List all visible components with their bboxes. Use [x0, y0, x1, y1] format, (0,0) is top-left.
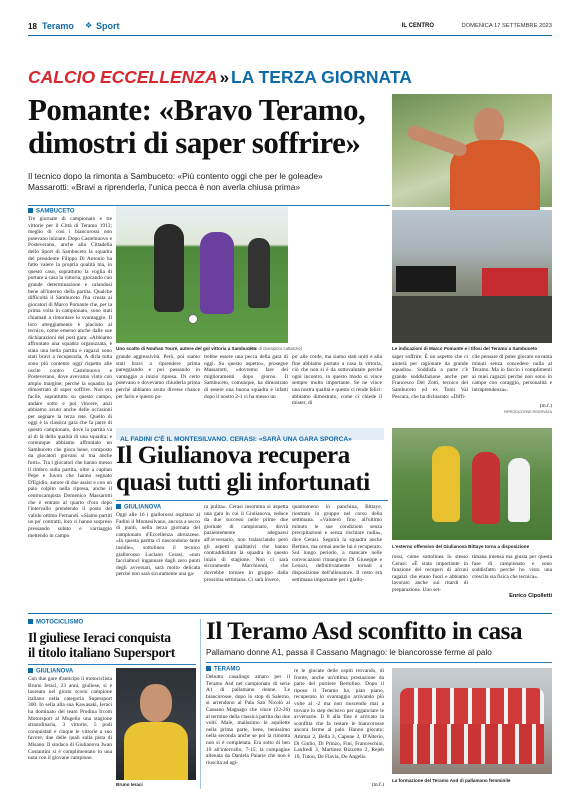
teramo-asd-subhead: Pallamano donne A1, passa il Cassano Magnago: le biancorosse ferme al palo — [206, 648, 492, 657]
main-subhead — [28, 171, 403, 193]
team-row-back — [400, 688, 544, 726]
banner-left: CALCIO ECCELLENZA — [28, 67, 218, 87]
ieraci-kicker: GIULIANOVA — [28, 668, 73, 675]
giulianova-headline — [116, 442, 388, 496]
section-name: Teramo — [42, 21, 74, 31]
giulianova-col2: ra pulita». Cerasi insomma si aspetta una gara in cui il Giulianova, reduce da due successi nelle prime due giornate di campionato, dovrà pazientemente adeguarsi all'avversario, non tralasciando però gli aspetti qualitativi che hanno contraddistinto la squadra in questo inizio di stagione. Non ci sarà sicuramente Marchionni, che dovrebbe tornare in gruppo dalla prossima settimana. Ci sarà invece, — [204, 504, 288, 583]
player-yellow-shape — [432, 446, 460, 522]
giulianova-col3: quantomeno in panchina, Bittaye, rientrato in gruppo nel corso della settimana. «Valuterò fino all'ultimo minuto le sue condizioni senza precipitazioni e senza rischiare nulla», dice Cerasi. Seguirà la squadra anche Bertino, ma ormai anche lui è recuperato. Sul lungo periodo, a mancare nelle convocazioni rimangono Di Giuseppe e Leonzi, definitivamente tornati a disposizione dell'allenatore. Il resto era settimana importante per i giallo- — [292, 504, 382, 583]
giulianova-banner — [116, 428, 384, 443]
giulianova-photo — [392, 428, 552, 540]
match-photo-caption: Uno scatto di Nouhan Touré, autore del gol vittoria a Sambuceto — [116, 346, 257, 351]
giulianova-headline-line1: Il Giulianova recupera — [116, 442, 350, 469]
ieraci-headline-line2: il titolo italiano Supersport — [28, 645, 175, 660]
banner-right: LA TERZA GIORNATA — [231, 67, 412, 87]
match-photo — [116, 206, 288, 343]
giulianova-signature: Enrico Cipolletti — [509, 593, 552, 599]
main-headline — [28, 93, 388, 159]
column-divider — [200, 619, 201, 789]
ieraci-photo — [116, 668, 196, 780]
giulianova-photo-caption: L'esterno offensivo del Giulianova Bittaye torna a disposizione — [392, 544, 530, 549]
main-article-col1: Tre giornate di campionato e tre vittorie per il Città di Teramo 1913; meglio di così i biancorossi non potevano iniziare. Dopo Castelnuovo e Posteverano, anche alla Cittadella dello Sport di Sambuceto la squadra del presidente Filippo Di Antonio ha fatto valere la propria qualità ma, in questo caso, soprattutto la voglia di portare a casa la vittoria; giocando con grande determinazione e calandosi bene all'interno della partita. Qualche difficoltà il Sambuceto l'ha creata ai giocatori di Marco Pomante che, per la prima volta in campionato, sono stati chiamati a rimontare lo svantaggio. Il loro atteggiamento è piaciuto al tecnico, come emerso anche dalle sue dichiarazioni del post gara: «Abbiamo affrontato una squadra organizzata, è stata una bella partita e ragazzi sono stati bravi a recuperarla. A dirla tutta sono più contento oggi rispetto alle uscite contro Castelnuovo e Posteverano, dove avevamo vinto con ampio margine; perché la squadra ha dimostrato di saper soffrire. Non era facile, soprattutto su questo campo, andare sotto e poi vincere, anzi abbiamo avuto anche delle occasioni per segnare la terza rete. Quello di oggi è la classica gara che fa parte di questo campionato, dove la partita va al di là della qualità di una squadra; e comunque abbiamo affrontato un Sambuceto che gioca bene, composto da giocatori giovani si ma anche forti». Tra i giocatori che hanno messo il timbro sulla partita, oltre a capitan Pepe e Iuvon che hanno segnato D'Egidio, autore di due assist e con un palo colpito nella ripresa, anche il centrocampista Domenico Massarotti che è entrato al quarto d'ora dopo l'intervallo prendendo il posto del valido ottimo Fernandi. «Siamo partiti un po' contratti, loro ci hanno sorpreso pressando subito e varriaggio mettendo in campo — [28, 216, 112, 539]
ball-shape — [188, 314, 198, 324]
ieraci-headline-line1: Il giuliese Ieraci conquista — [28, 630, 171, 645]
player-dark-shape — [154, 224, 184, 312]
page-date: DOMENICA 17 SETTEMBRE 2023 — [461, 23, 552, 29]
giulianova-col4: rossi, come sottolinea lo stesso Cerasi: «È stata importante in funzione dei recuperi di alcuni ragazzi che erano fuori e abbiamo lavorato anche sui ritardi di preparazione. Uno set- — [392, 554, 468, 593]
teramo-asd-col2: re le giocate delle ospiti trovando, di fronte, anche un'ottima prestazione da parte del portiere Bertolino. Dopo il riposo il Teramo ha, pian piano, recuperato lo svantaggio arrivando più volte al -2 ma non riuscendo mai a trovare lo step decisivo per agganciare le avversarie. Il 8 alla fine è arrivato la sconfitta che fa restare le biancorosse ancora ferme al palo. Hanno giocato: Ammar 2, Bella 3, Capone 2, D'Alterio, Di Giulio, Di Prinzo, Fini, Franceschini, Lanfredi 3, Martinez Bizzotto 2, Rejeb 10, Tutou, De Flavia, De Angelis. — [294, 668, 384, 760]
teramo-asd-col1: Debutto casalingo amaro per il Teramo Asd nel campionato di serie A1 di pallamano donne. Le biancorosse, dopo lo stop di Salerno, si arrendono al Pala San Nicolò al Cassano Magnago che vince (22-26) al termine della classica partita dai due volti. Male, malissimo le aquilette nella prima parte, bene, benissimo nella seconda anche se poi la rimonta non si è completata. Era sotto di ben 10 all'intervallo, 7-15, la compagine allenata da Daniela Paiarie che non è riuscita ad agi- — [206, 674, 290, 766]
fans-banner-right — [482, 268, 548, 296]
main-article-signature: (m.f.) — [539, 403, 552, 409]
page-number: 18 — [28, 22, 37, 31]
main-article-col4: po' alle corde, ma siamo stati uniti e alla fine abbiamo portato a casa la vittoria, ciò che non si è da sottovalutare perché ogni incontro, in questo modo si vince sempre molto importante. Se ne vince una nostra qualità e questo ci rende felici: abbiamo dimostrato, come ci chiede il mister, di — [292, 354, 382, 407]
player-red-shape — [472, 452, 500, 524]
newspaper-name: IL CENTRO — [401, 23, 434, 29]
giulianova-kicker: GIULIANOVA — [116, 504, 161, 511]
player-purple-shape — [200, 232, 234, 314]
section-banner — [28, 67, 552, 89]
teramo-asd-signature: (m.f.) — [371, 782, 384, 788]
main-article-col5: saper soffrire. È un aspetto che ci aiuterà per ragionare da grande squadra». Soddisfa a parte c'è grande soddisfazione anche per Francesco Del Zotti, tecnico del Sambuceto ed ex Tomi Val Pescara, che ha dichiarato: «Diffi- — [392, 354, 468, 400]
subsection-name: Sport — [96, 21, 120, 31]
handball-photo-caption: La formazione del Teramo Asd di pallamano femminile — [392, 778, 511, 783]
team-row-front — [400, 724, 544, 764]
coach-photo-caption: Le indicazioni di Marco Pomante e i tifosi del Teramo a Sambuceto — [392, 346, 538, 351]
ieraci-head-shape — [140, 684, 172, 722]
handball-team-photo — [392, 668, 552, 774]
fans-banner-left — [396, 266, 456, 292]
teramo-asd-kicker: TERAMO — [206, 666, 240, 673]
teramo-asd-rule — [206, 662, 552, 663]
coach-photo — [392, 94, 552, 207]
banner-arrows: » — [219, 68, 230, 87]
main-article-col3: trebbe essere una pecca della gara di oggi. Su questo aspetto», prosegue Massarotti, «dovremo fare dei miglioramenti dopo giorno. Il Sambuceto, comunque, ha dimostrato di essere una buona squadra e infatti dopo il nostro 2-1 ci ha messo un — [204, 354, 288, 400]
main-kicker: SAMBUCETO — [28, 208, 75, 215]
main-headline-line1: Pomante: «Bravo Teramo, — [28, 92, 366, 127]
player-dark-shape-2 — [248, 238, 270, 308]
ieraci-headline — [28, 630, 208, 660]
main-article-col2: grande aggressività. Però, poi siamo stati bravi a riprendere prima pareggiando e poi passando in vantaggio a inizio ripresa. Di certo potevano e dovevamo chiuderla prima perché abbiamo avuto diverse chance per farlo e questo po- — [116, 354, 200, 400]
page-header — [28, 21, 552, 33]
ieraci-photo-caption: Bruno Ieraci — [116, 782, 143, 787]
giulianova-headline-line2: quasi tutti gli infortunati — [116, 469, 370, 496]
match-photo-credit: (foto di Giampiero Lattanzio) — [249, 346, 302, 351]
coach-arm-shape — [405, 124, 468, 158]
coach-head-shape — [474, 108, 504, 144]
giulianova-col5: timana intensa ma giusta per questa fase di campionato e sono soddisfatto perché ho visto una crescita sia fisica che tecnica». — [472, 554, 552, 580]
copyright-note: RIPRODUZIONE RISERVATA — [503, 410, 552, 414]
fans-crowd-shape — [392, 296, 552, 343]
ieraci-text: Con due gare d'anticipo il motociclista Bruno Ieraci, 23 anni, giuliese, si è laureato nel giorni scorsi campione italiano nella categoria Supersport 300. In sella alla sua Kawasaki, Ieraci ha dominato del team Prodina Ircom Motorsport al Mugello una stagione straordinaria, 3 vittorie, 5 podi conquistati e cinque le vittorie a suo favore, due delle quali sulla pista di Misano. Il sindaco di Giulianova Jwan Costantini si è complimentato in una nota con il giovane campione. — [28, 676, 112, 762]
main-article-col6: cile pensare di poter giocare novanta minuti senza concedere nulla al Teramo. Ma io faccio i complimenti ai miei ragazzi perché non sono in campo con coraggio, personalità e intraprendenza». — [472, 354, 552, 393]
giulianova-col1: Oggi alle 16 i giallorossi ospitano al Fadini il Montesilvano, ancora a secco di punti, nella terza giornata del campionato d'Eccellenza abruzzese. «In questa partita ci nascondono tante insidie», sottolinea il tecnico giallorosso Luciano Cerasi, «non facciamoci ingannare dagli zero punti degli avversari, sarà molto delicata perché non sarà sicuramente una ga- — [116, 512, 200, 578]
giulianova-banner-text: AL FADINI C'È IL MONTESILVANO. CERASI: «SARÀ UNA GARA SPORCA» — [120, 436, 352, 443]
main-subhead-line2: Massarotti: «Bravi a riprenderla, l'unica pecca è non averla chiusa prima» — [28, 182, 301, 192]
ieraci-suit-shape — [124, 722, 188, 780]
main-subhead-line1: Il tecnico dopo la rimonta a Sambuceto: «Più contento oggi che per le goleade» — [28, 171, 323, 181]
teramo-asd-headline: Il Teramo Asd sconfitto in casa — [206, 618, 523, 645]
header-rule — [28, 35, 552, 36]
main-headline-line2: dimostri di saper soffrire» — [28, 125, 361, 160]
section-separator: ❖ — [85, 21, 93, 30]
lower-section-rule — [28, 613, 552, 614]
giulianova-rule — [116, 500, 388, 501]
player-white-shape — [508, 458, 530, 522]
ieraci-rule — [28, 664, 196, 665]
fans-photo — [392, 210, 552, 343]
moto-kicker: MOTOCICLISMO — [28, 619, 83, 626]
